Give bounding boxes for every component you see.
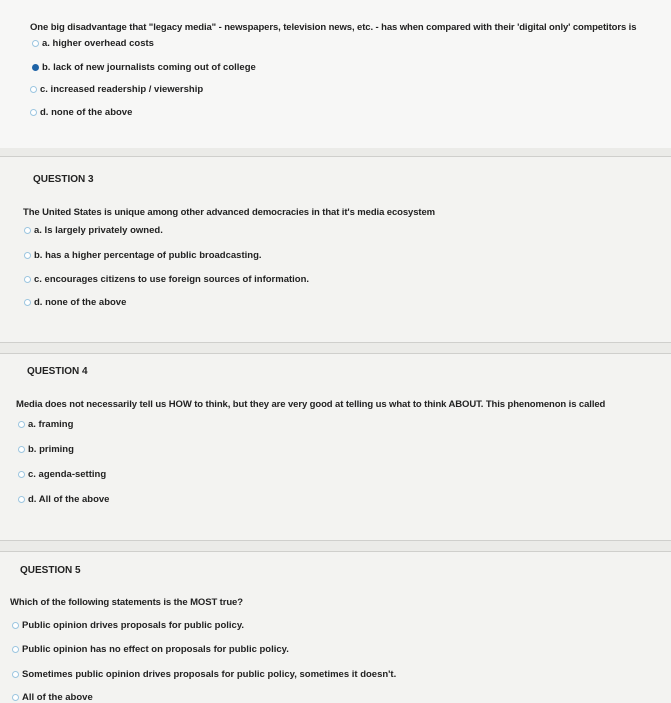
separator-band [0, 148, 671, 156]
radio-icon[interactable] [30, 86, 37, 93]
question-3-option-d[interactable] [24, 297, 126, 308]
radio-icon[interactable] [24, 299, 31, 306]
question-4-option-c[interactable] [18, 469, 106, 480]
option-label: c. increased readership / viewership [40, 84, 204, 95]
question-5-option-b[interactable] [12, 644, 289, 655]
radio-icon[interactable] [30, 109, 37, 116]
question-2-option-b[interactable] [32, 62, 256, 73]
option-label: Public opinion has no effect on proposals for public policy. [22, 644, 289, 655]
radio-icon[interactable] [12, 671, 19, 678]
question-2-option-a[interactable] [32, 38, 154, 49]
question-2-option-d[interactable] [30, 107, 132, 118]
divider [0, 156, 671, 157]
option-label: a. higher overhead costs [42, 38, 154, 49]
separator-band [0, 541, 671, 551]
question-4-option-d[interactable] [18, 494, 109, 505]
separator-band [0, 343, 671, 353]
radio-icon[interactable] [12, 622, 19, 629]
option-label: b. priming [28, 444, 74, 455]
radio-icon[interactable] [18, 446, 25, 453]
option-label: a. Is largely privately owned. [34, 225, 163, 236]
option-label: All of the above [22, 692, 93, 703]
question-3-option-a[interactable] [24, 225, 163, 236]
option-label: d. none of the above [34, 297, 127, 308]
question-4-option-a[interactable] [18, 419, 73, 430]
option-label: b. has a higher percentage of public broadcasting. [34, 250, 262, 261]
question-2-text: One big disadvantage that "legacy media" - newspapers, television news, etc. - has when compared with their 'digital only' competitors is [30, 22, 637, 33]
radio-icon[interactable] [24, 227, 31, 234]
option-label: d. All of the above [28, 494, 110, 505]
question-5-heading: QUESTION 5 [20, 565, 81, 576]
option-label: a. framing [28, 419, 74, 430]
divider [0, 353, 671, 354]
question-4-text: Media does not necessarily tell us HOW to think, but they are very good at telling us what to think ABOUT. This phenomenon is called [16, 399, 606, 410]
question-3-option-b[interactable] [24, 250, 262, 261]
option-label: d. none of the above [40, 107, 133, 118]
option-label: b. lack of new journalists coming out of college [42, 62, 256, 73]
radio-icon[interactable] [32, 40, 39, 47]
radio-icon[interactable] [18, 496, 25, 503]
question-5-option-d[interactable] [12, 692, 93, 703]
question-3-option-c[interactable] [24, 274, 309, 285]
option-label: Public opinion drives proposals for public policy. [22, 620, 245, 631]
option-label: c. encourages citizens to use foreign sources of information. [34, 274, 310, 285]
question-5-option-c[interactable] [12, 669, 396, 680]
divider [0, 551, 671, 552]
question-5-option-a[interactable] [12, 620, 244, 631]
radio-selected-icon[interactable] [32, 64, 39, 71]
radio-icon[interactable] [24, 276, 31, 283]
question-4-option-b[interactable] [18, 444, 74, 455]
radio-icon[interactable] [12, 646, 19, 653]
question-4-heading: QUESTION 4 [27, 366, 88, 377]
radio-icon[interactable] [18, 421, 25, 428]
radio-icon[interactable] [18, 471, 25, 478]
question-2-option-c[interactable] [30, 84, 203, 95]
option-label: c. agenda-setting [28, 469, 107, 480]
radio-icon[interactable] [24, 252, 31, 259]
option-label: Sometimes public opinion drives proposals for public policy, sometimes it doesn't. [22, 669, 397, 680]
question-3-text: The United States is unique among other advanced democracies in that it's media ecosystem [23, 207, 436, 218]
question-5-text: Which of the following statements is the MOST true? [10, 597, 243, 608]
question-3-heading: QUESTION 3 [33, 174, 94, 185]
